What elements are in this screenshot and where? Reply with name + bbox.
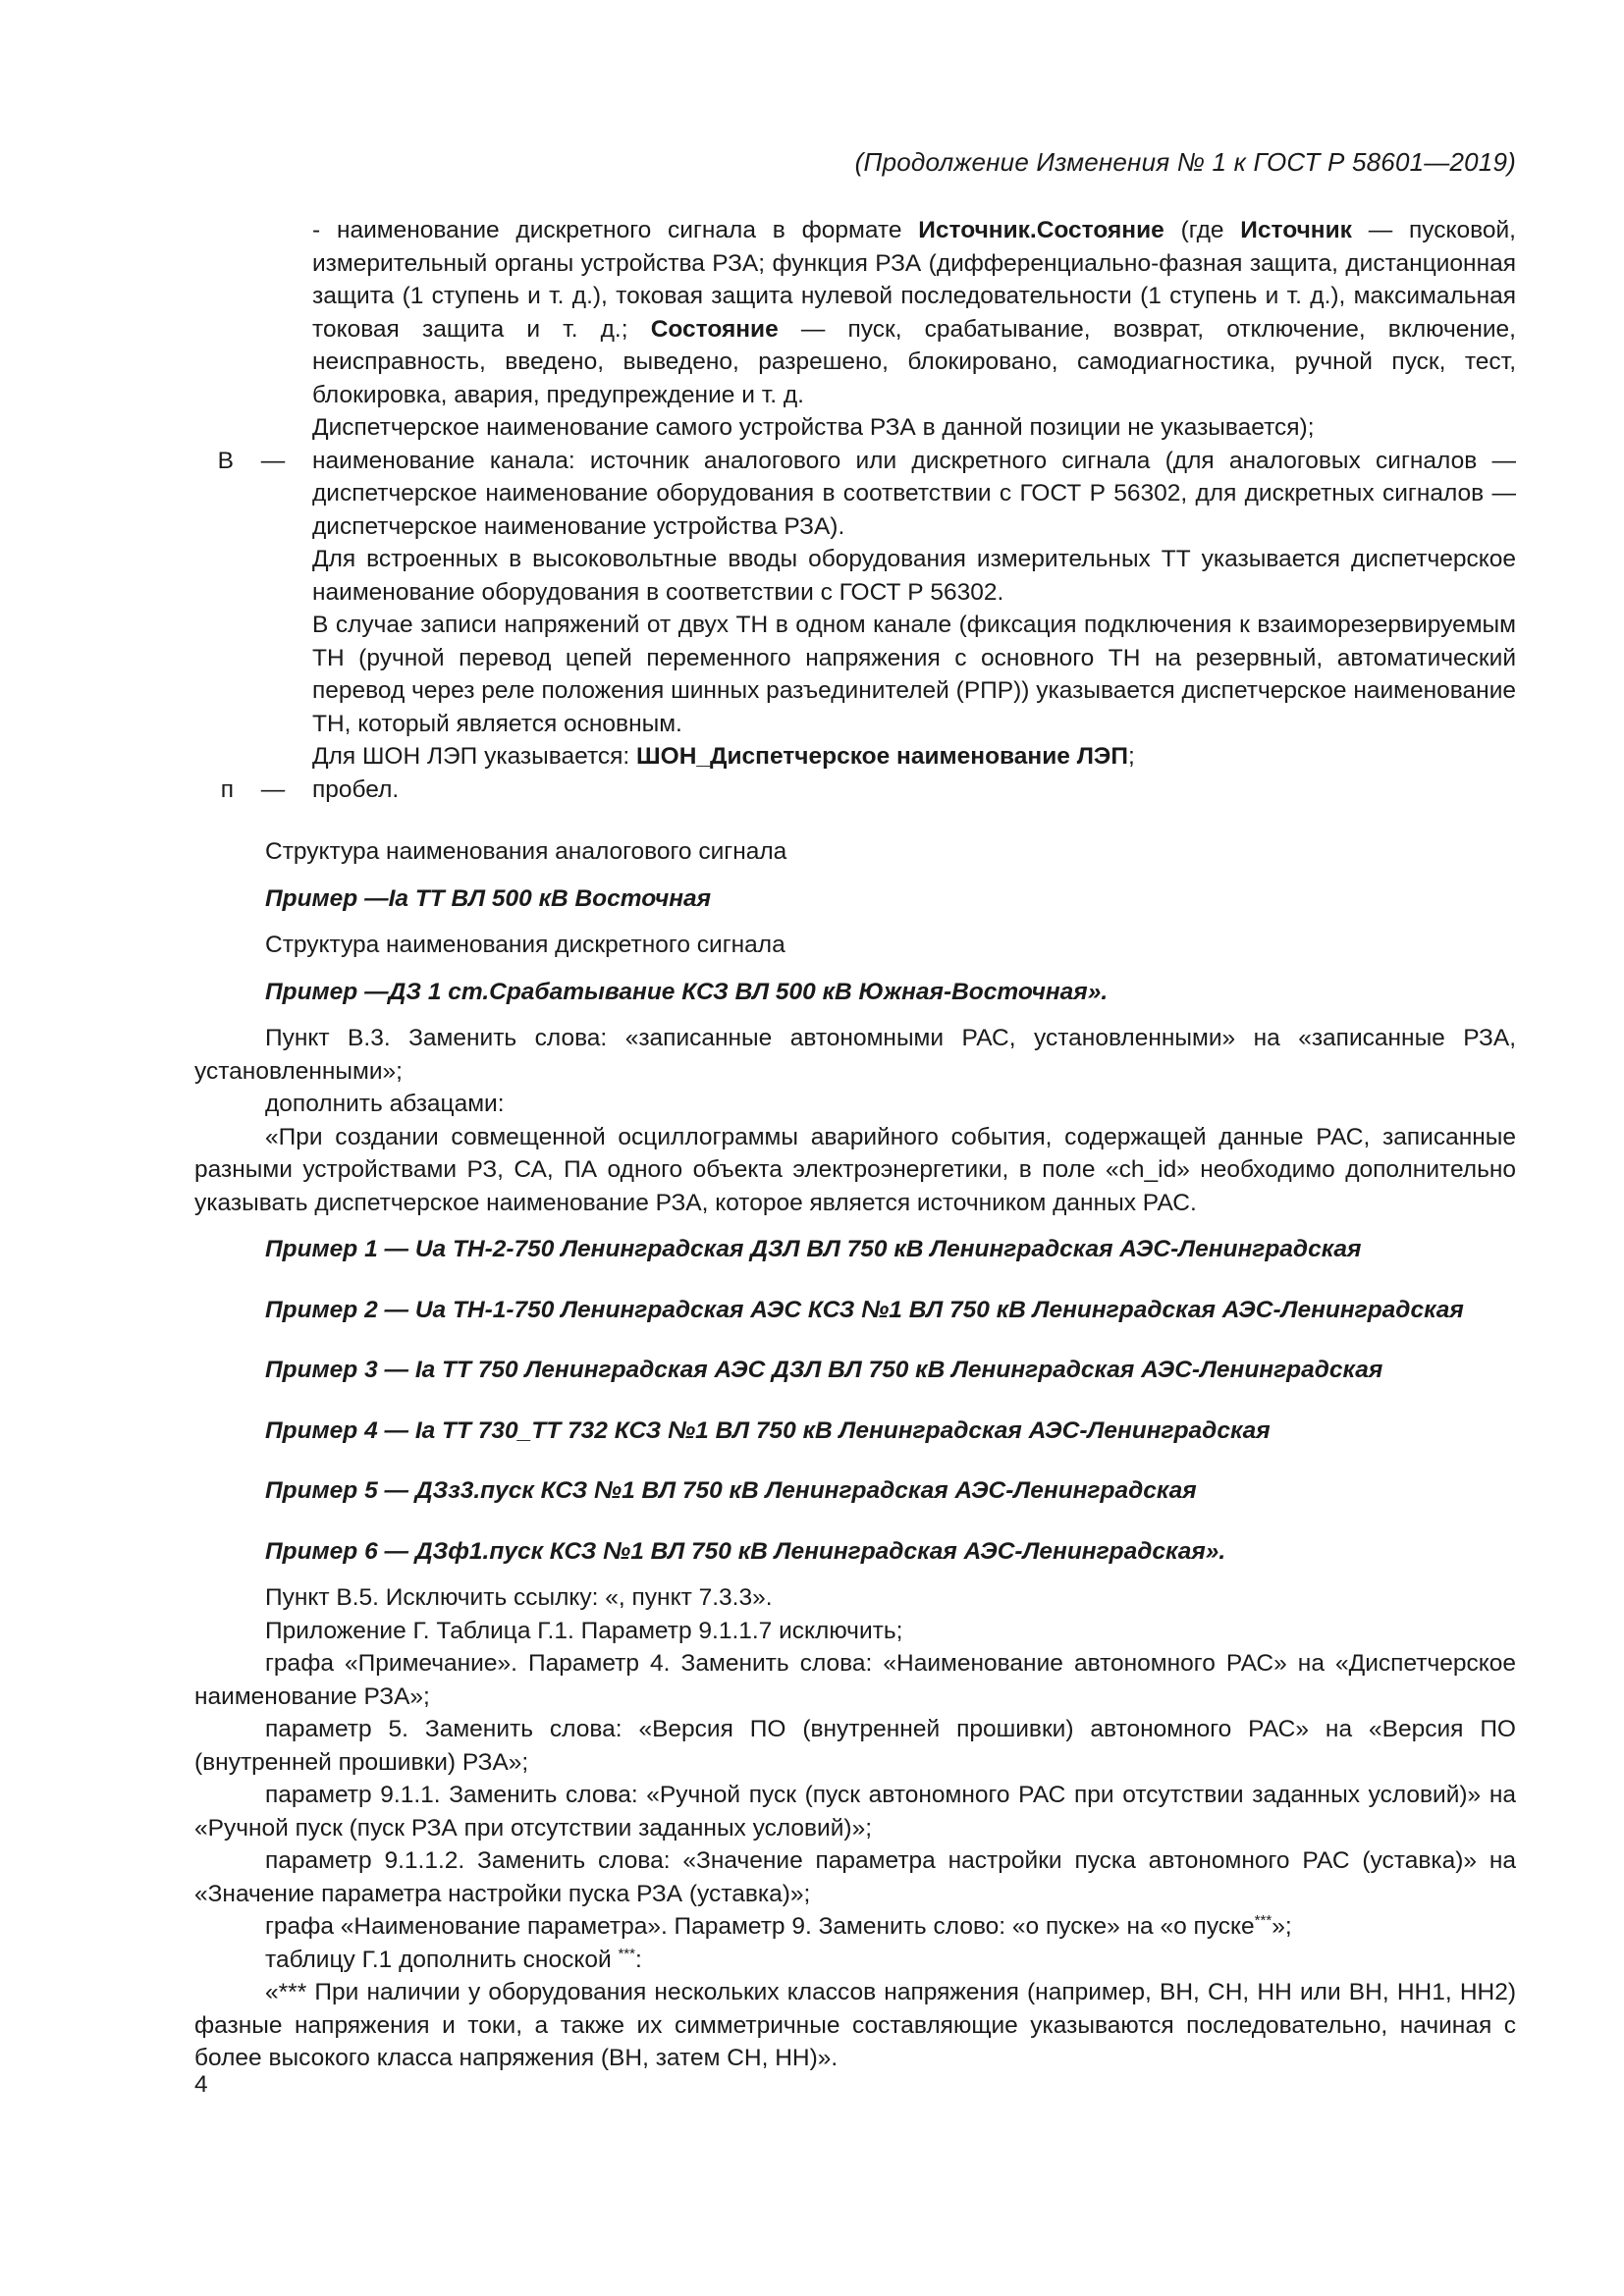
definition-b [194,445,1516,774]
definition-term: п [220,775,234,803]
example-6: Пример 6 — ДЗф1.пуск КСЗ №1 ВЛ 750 кВ Ленинградская АЭС-Ленинградская». [265,1537,1226,1565]
document-body [194,214,1516,2075]
paragraph-g4: параметр 9.1.1. Заменить слова: «Ручной пуск (пуск автономного РАС при отсутствии заданных условий)» на «Ручной пуск (пуск РЗА при отсутствии заданных условий)»; [194,1782,1516,1842]
text-run: »; [1272,1913,1292,1940]
definition-term: В [217,447,234,474]
bold-term: ШОН_Диспетчерское наименование ЛЭП [636,743,1128,770]
text-run: (где [1164,217,1241,243]
footnote-mark: *** [1254,1911,1272,1929]
definition-p [194,774,1516,807]
definition-text: пробел. [312,775,400,803]
definition-text: В случае записи напряжений от двух ТН в одном канале (фиксация подключения к взаиморезервируемым ТН (ручной перевод цепей переменного напряжения с основного ТН на резервный, автоматический перевод через реле положения шинных разъединителей (РПР)) указывается диспетчерское наименование ТН, который является основным. [312,612,1516,737]
paragraph-discrete-signal-format [194,214,1516,411]
definition-body [312,774,1516,807]
text-run: таблицу Г.1 дополнить сноской [265,1946,619,1973]
paragraph-g6 [194,1910,1516,1944]
structure-discrete-heading: Структура наименования дискретного сигнала [265,932,785,958]
definition-text [312,740,1516,774]
structure-analog-heading: Структура наименования аналогового сигнала [265,838,787,865]
paragraph-device-name-note: Диспетчерское наименование самого устройства РЗА в данной позиции не указывается); [312,414,1315,441]
text-run: графа «Наименование параметра». Параметр 9. Заменить слово: «о пуске» на «о пуске [265,1913,1255,1940]
example-1: Пример 1 — Ua ТН-2-750 Ленинградская ДЗЛ ВЛ 750 кВ Ленинградская АЭС-Ленинградская [265,1236,1362,1262]
paragraph-add: дополнить абзацами: [265,1091,505,1117]
text-run: - наименование дискретного сигнала в формате [312,217,919,243]
paragraph-g3: параметр 5. Заменить слова: «Версия ПО (внутренней прошивки) автономного РАС» на «Версия ПО (внутренней прошивки) РЗА»; [194,1716,1516,1776]
paragraph-g2: графа «Примечание». Параметр 4. Заменить слова: «Наименование автономного РАС» на «Диспетчерское наименование РЗА»; [194,1650,1516,1710]
paragraph-g8: «*** При наличии у оборудования нескольких классов напряжения (например, ВН, СН, НН или ВН, НН1, НН2) фазные напряжения и токи, а также их симметричные составляющие указываются последовательно, начиная с более высокого класса напряжения (ВН, затем СН, НН)». [194,1979,1516,2071]
paragraph-g7 [194,1944,1516,1977]
text-run: — пусковой, измерительный органы устройства РЗА; функция РЗА (дифференциально-фазная защита, дистанционная защита (1 ступень и т. д.), токовая защита нулевой последовательности (1 ступень и т. д.), максимальная токовая защита и т. д.; [312,217,1516,343]
paragraph-g5: параметр 9.1.1.2. Заменить слова: «Значение параметра настройки пуска автономного РАС (уставка)» на «Значение параметра настройки пуска РЗА (уставка)»; [194,1847,1516,1907]
paragraph-quote: «При создании совмещенной осциллограммы аварийного события, содержащей данные РАС, записанные разными устройствами РЗ, СА, ПА одного объекта электроэнергетики, в поле «ch_id» необходимо дополнительно указывать диспетчерское наименование РЗА, которое является источником данных РАС. [194,1123,1516,1216]
example-analog: Пример —Ia ТТ ВЛ 500 кВ Восточная [265,884,712,912]
example-3: Пример 3 — Ia ТТ 750 Ленинградская АЭС ДЗЛ ВЛ 750 кВ Ленинградская АЭС-Ленинградская [265,1357,1383,1383]
bold-term: Источник.Состояние [918,217,1164,243]
definition-body [312,445,1516,774]
definition-text: наименование канала: источник аналогового или дискретного сигнала (для аналоговых сигналов — диспетчерское наименование оборудования в соответствии с ГОСТ Р 56302, для дискретных сигналов — диспетчерское наименование устройства РЗА). [312,447,1516,540]
bold-term: Состояние [650,315,779,343]
text-run: Для ШОН ЛЭП указывается: [312,743,637,770]
example-2: Пример 2 — Ua ТН-1-750 Ленинградская АЭС КСЗ №1 ВЛ 750 кВ Ленинградская АЭС-Ленинградская [265,1296,1464,1323]
example-4: Пример 4 — Ia ТТ 730_ТТ 732 КСЗ №1 ВЛ 750 кВ Ленинградская АЭС-Ленинградская [265,1416,1271,1444]
text-run: : [634,1946,642,1973]
definition-dash: — [260,447,286,474]
paragraph-b5: Пункт В.5. Исключить ссылку: «, пункт 7.3.3». [265,1584,773,1611]
footnote-mark: *** [618,1945,635,1962]
page-number: 4 [194,2071,208,2098]
text-run: ; [1127,743,1135,770]
definition-dash: — [260,775,286,803]
bold-term: Источник [1240,217,1352,243]
example-5: Пример 5 — ДЗз3.пуск КСЗ №1 ВЛ 750 кВ Ленинградская АЭС-Ленинградская [265,1477,1197,1504]
page-header: (Продолжение Изменения № 1 к ГОСТ Р 58601—2019) [854,147,1516,177]
paragraph-g1: Приложение Г. Таблица Г.1. Параметр 9.1.1.7 исключить; [265,1617,903,1644]
definition-text: Для встроенных в высоковольтные вводы оборудования измерительных ТТ указывается диспетчерское наименование оборудования в соответствии с ГОСТ Р 56302. [312,546,1516,606]
paragraph-b3: Пункт В.3. Заменить слова: «записанные автономными РАС, установленными» на «записанные РЗА, установленными»; [194,1025,1516,1085]
text-run: — пуск, срабатывание, возврат, отключение, включение, неисправность, введено, выведено, разрешено, блокировано, самодиагностика, ручной пуск, тест, блокировка, авария, предупреждение и т. д. [312,315,1516,408]
example-discrete: Пример —ДЗ 1 ст.Срабатывание КСЗ ВЛ 500 кВ Южная-Восточная». [265,978,1109,1005]
